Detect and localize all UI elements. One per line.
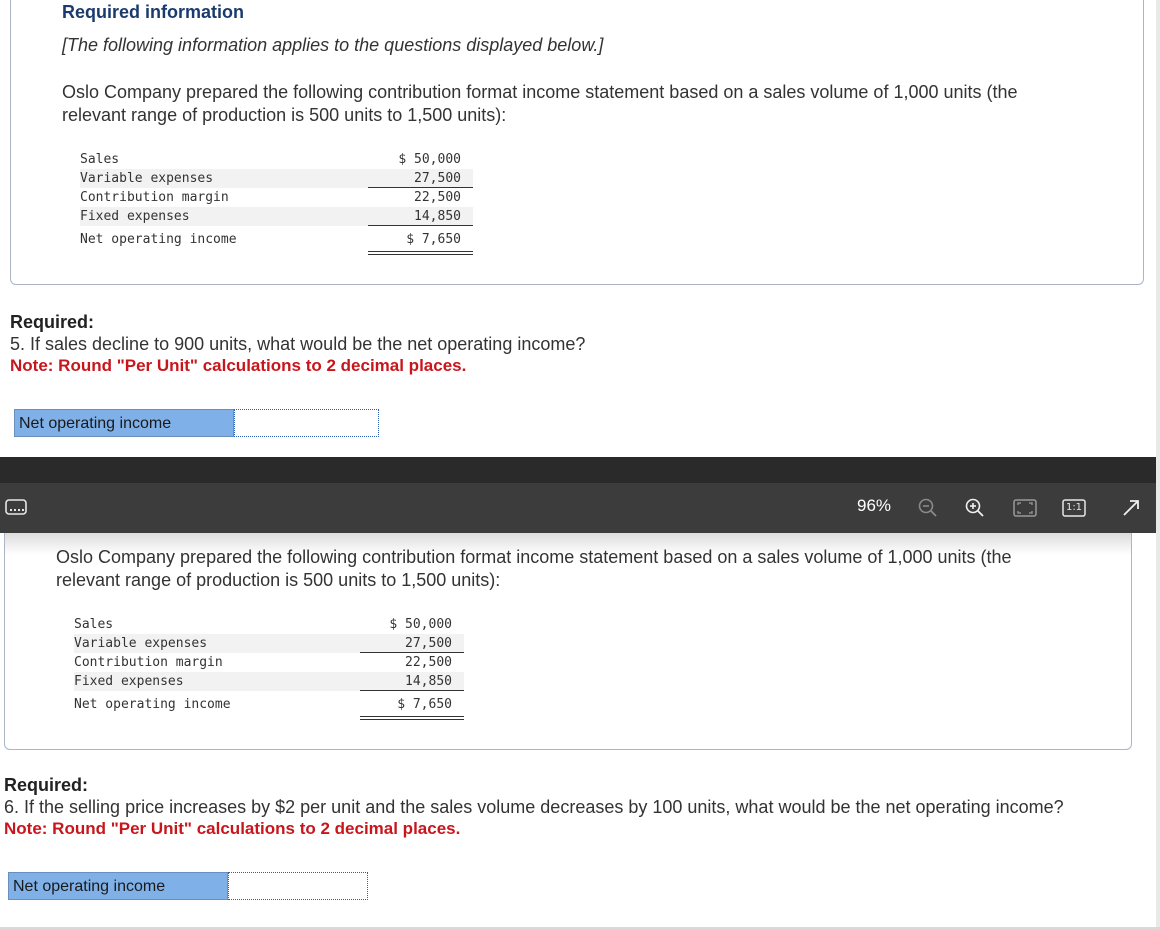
statement-row [80, 188, 473, 207]
actual-size-label: 1:1 [1065, 502, 1083, 513]
net-operating-income-input[interactable] [234, 409, 379, 437]
statement-label: Sales [80, 152, 120, 167]
statement-label: Contribution margin [74, 655, 223, 670]
required-information-title: Required information [62, 2, 245, 22]
zoom-in-icon[interactable] [964, 497, 986, 524]
zoom-out-icon[interactable] [917, 497, 939, 524]
statement-row [80, 230, 473, 249]
expand-icon[interactable] [1120, 497, 1142, 524]
rounding-note: Note: Round "Per Unit" calculations to 2 decimal places. [10, 356, 467, 375]
statement-value: 27,500 [405, 636, 452, 651]
intro-line-2: relevant range of production is 500 units to 1,500 units): [56, 570, 501, 590]
answer-label-net-operating-income: Net operating income [14, 409, 234, 437]
question-6-text: 6. If the selling price increases by $2 per unit and the sales volume decreases by 100 units, what would be the net operating income? [4, 797, 1064, 817]
intro-line-1: Oslo Company prepared the following contribution format income statement based on a sales volume of 1,000 units (the [62, 82, 1018, 102]
subtotal-underline [368, 225, 473, 226]
keyboard-icon[interactable] [5, 498, 27, 521]
statement-row [80, 207, 473, 226]
required-heading: Required: [4, 775, 89, 795]
net-operating-income-input-2[interactable] [228, 872, 368, 900]
statement-value: $ 50,000 [398, 152, 461, 167]
statement-row [74, 695, 464, 714]
statement-value: 22,500 [405, 655, 452, 670]
intro-paragraph [62, 81, 1018, 127]
statement-label: Contribution margin [80, 190, 229, 205]
income-statement [80, 150, 473, 260]
info-subtitle: [The following information applies to the questions displayed below.] [62, 35, 604, 55]
statement-label: Net operating income [74, 697, 231, 712]
total-double-underline [368, 251, 473, 255]
subtotal-underline [360, 690, 464, 691]
intro-line-2: relevant range of production is 500 units to 1,500 units): [62, 105, 507, 125]
statement-label: Fixed expenses [74, 674, 184, 689]
intro-line-1: Oslo Company prepared the following contribution format income statement based on a sales volume of 1,000 units (the [56, 547, 1012, 567]
answer-label-net-operating-income: Net operating income [8, 872, 228, 900]
scrollbar-track[interactable] [1156, 0, 1160, 930]
statement-row [74, 672, 464, 691]
fit-screen-icon[interactable] [1013, 498, 1037, 523]
statement-row [80, 169, 473, 188]
statement-label: Variable expenses [80, 171, 214, 186]
question-5-text: 5. If sales decline to 900 units, what would be the net operating income? [10, 334, 586, 354]
statement-row [74, 615, 464, 634]
income-statement-2 [74, 615, 464, 725]
total-double-underline [360, 716, 464, 720]
statement-value: $ 7,650 [406, 232, 461, 247]
statement-label: Fixed expenses [80, 209, 190, 224]
statement-value: 14,850 [405, 674, 452, 689]
statement-label: Sales [74, 617, 114, 632]
statement-value: 22,500 [414, 190, 461, 205]
statement-value: $ 7,650 [397, 697, 452, 712]
intro-paragraph-2 [56, 546, 1012, 592]
actual-size-icon[interactable] [1062, 498, 1086, 518]
image-viewer-toolbar [0, 483, 1160, 533]
statement-row [74, 653, 464, 672]
statement-value: 27,500 [414, 171, 461, 186]
required-heading: Required: [10, 312, 95, 332]
statement-label: Variable expenses [74, 636, 208, 651]
rounding-note: Note: Round "Per Unit" calculations to 2 decimal places. [4, 819, 461, 838]
statement-row [80, 150, 473, 169]
statement-value: 14,850 [414, 209, 461, 224]
viewer-top-strip [0, 457, 1160, 483]
zoom-level: 96% [857, 496, 892, 515]
statement-value: $ 50,000 [389, 617, 452, 632]
statement-row [74, 634, 464, 653]
statement-label: Net operating income [80, 232, 237, 247]
